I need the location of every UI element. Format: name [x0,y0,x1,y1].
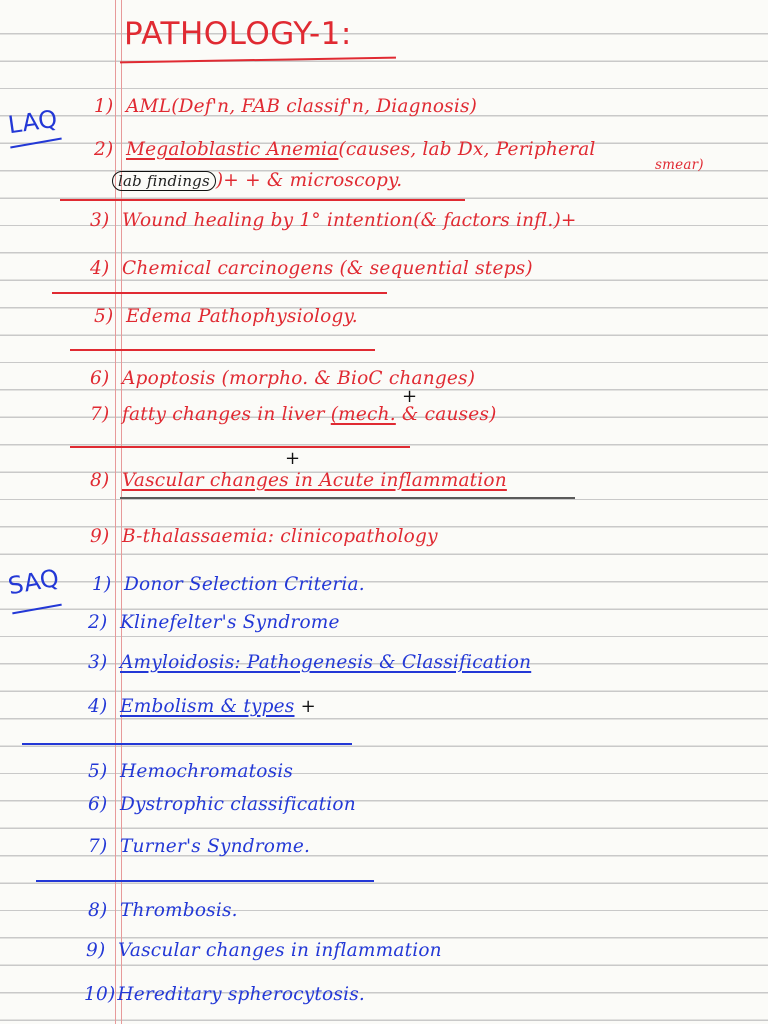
item-number: 7) [90,404,110,425]
saq-item-4 [88,696,316,717]
laq-item-3 [90,210,577,231]
saq-item-6 [88,794,356,815]
item-text-rest: )+ + & microscopy. [215,170,403,191]
item-text: Amyloidosis: Pathogenesis & Classification [120,652,532,673]
item-text: Apoptosis (morpho. & BioC changes) [122,368,476,389]
item-number: 2) [88,612,108,633]
item-text: AML(Def'n, FAB classif'n, Diagnosis) [126,96,478,117]
item-text: Turner's Syndrome. [120,836,311,857]
item-number: 1) [94,96,114,117]
laq-item-2-line2 [112,170,402,191]
saq-item-3 [88,652,531,673]
item-text: fatty changes in liver [122,404,325,425]
separator [70,446,410,448]
saq-item-10 [84,984,365,1005]
laq-item-2-tail: smear) [655,157,704,173]
saq-item-2 [88,612,340,633]
plus-mark: + [402,386,418,407]
separator [70,349,375,351]
item-text-rest: (causes, lab Dx, Peripheral [338,139,596,160]
item-text: Dystrophic classification [120,794,356,815]
plus-mark: + [285,448,301,469]
laq-item-2 [94,139,596,160]
separator [60,199,465,201]
item-number: 3) [90,210,110,231]
plus-mark: + [300,696,316,717]
item-text: Thrombosis. [120,900,238,921]
section-underline-laq [10,138,62,149]
laq-item-6 [90,368,475,389]
item-number: 9) [90,526,110,547]
saq-item-1 [92,574,365,595]
item-text: Megaloblastic Anemia [126,139,339,160]
separator [120,497,575,499]
section-label-saq: SAQ [5,563,62,601]
item-text: Embolism & types [120,696,295,717]
separator [52,292,387,294]
section-label-laq: LAQ [6,104,60,140]
item-text: B-thalassaemia: clinicopathology [122,526,438,547]
laq-item-8 [90,470,507,491]
item-number: 2) [94,139,114,160]
laq-item-4 [90,258,533,279]
item-text: Hemochromatosis [120,761,294,782]
saq-item-5 [88,761,293,782]
item-number: 5) [94,306,114,327]
item-number: 4) [88,696,108,717]
item-text: Hereditary spherocytosis. [117,984,365,1005]
item-text-rest: (& factors infl.)+ [413,210,577,231]
item-number: 6) [88,794,108,815]
separator [36,880,374,882]
item-text: Klinefelter's Syndrome [120,612,340,633]
title-underline [120,57,396,64]
laq-item-1 [94,96,477,117]
laq-item-5 [94,306,358,327]
item-text: Vascular changes in Acute inflammation [122,470,507,491]
item-number: 7) [88,836,108,857]
item-number: 1) [92,574,112,595]
item-text: Chemical carcinogens (& sequential steps) [122,258,533,279]
item-number: 3) [88,652,108,673]
item-number: 10) [84,984,116,1005]
item-number: 5) [88,761,108,782]
mech-text: (mech. [330,404,396,425]
item-text-rest: & causes) [395,404,497,425]
item-text: Donor Selection Criteria. [124,574,365,595]
saq-item-8 [88,900,238,921]
item-number: 6) [90,368,110,389]
page-title: PATHOLOGY-1: [124,16,352,52]
saq-item-7 [88,836,310,857]
item-number: 4) [90,258,110,279]
lab-findings-box: lab findings [112,171,216,191]
saq-item-9 [86,940,442,961]
item-number: 8) [90,470,110,491]
item-text: Vascular changes in inflammation [118,940,442,961]
item-number: 9) [86,940,106,961]
item-text: Wound healing by 1° intention [122,210,414,231]
item-number: 8) [88,900,108,921]
laq-item-7 [90,404,497,425]
laq-item-9 [90,526,438,547]
item-text: Edema Pathophysiology. [126,306,358,327]
section-underline-saq [12,604,62,615]
separator [22,743,352,745]
